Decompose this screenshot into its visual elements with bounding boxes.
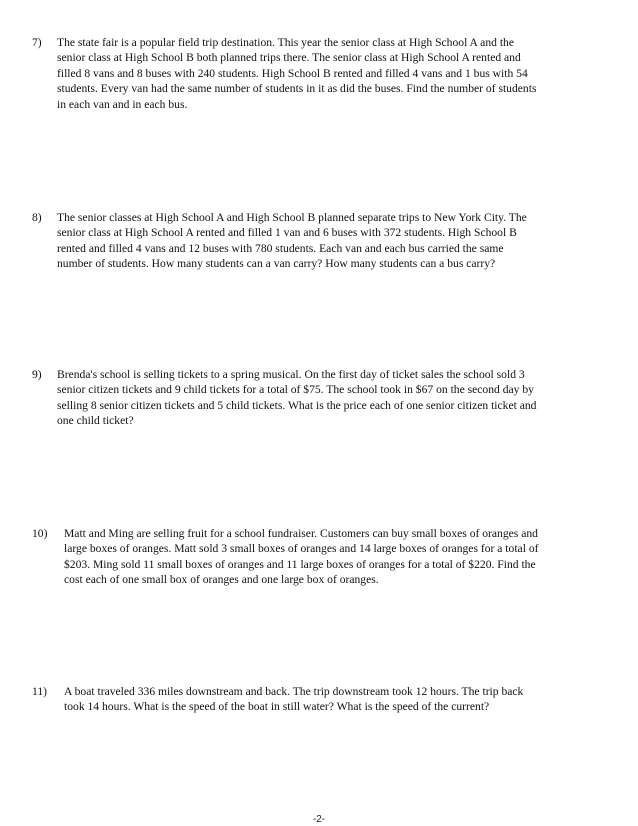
- problem-7: [32, 35, 592, 112]
- problem-line: one child ticket?: [57, 414, 134, 428]
- problem-line: Brenda's school is selling tickets to a spring musical. On the first day of ticket sales the school sold 3: [57, 368, 525, 381]
- problem-line: senior citizen tickets and 9 child tickets for a total of $75. The school took in $67 on the second day by: [57, 383, 534, 397]
- problem-11: [32, 684, 592, 715]
- problem-line: Matt and Ming are selling fruit for a school fundraiser. Customers can buy small boxes of oranges and: [64, 527, 538, 540]
- problem-line: number of students. How many students can a van carry? How many students can a bus carry?: [57, 257, 496, 271]
- problem-number: 8): [32, 211, 42, 224]
- problem-number: 7): [32, 36, 42, 49]
- problem-line: A boat traveled 336 miles downstream and back. The trip downstream took 12 hours. The trip back: [64, 685, 524, 698]
- problem-line: The state fair is a popular field trip destination. This year the senior class at High School A and the: [57, 36, 514, 49]
- problem-text: [32, 210, 592, 272]
- problem-number: 10): [32, 527, 48, 540]
- page-number: -2-: [312, 814, 326, 825]
- problem-line: took 14 hours. What is the speed of the boat in still water? What is the speed of the current?: [64, 700, 490, 714]
- problem-line: senior class at High School A rented and filled 1 van and 6 buses with 372 students. High School B: [57, 226, 517, 240]
- problem-line: large boxes of oranges. Matt sold 3 small boxes of oranges and 14 large boxes of oranges for a total of: [64, 542, 539, 556]
- problem-text: [32, 35, 592, 112]
- problem-line: cost each of one small box of oranges and one large box of oranges.: [64, 573, 379, 587]
- problem-line: in each van and in each bus.: [57, 97, 188, 111]
- problem-number: 9): [32, 368, 42, 381]
- problem-text: [32, 684, 592, 715]
- problem-line: rented and filled 4 vans and 12 buses with 780 students. Each van and each bus carried the same: [57, 241, 504, 255]
- problem-10: [32, 526, 592, 588]
- problem-line: senior class at High School B both planned trips there. The senior class at High School A rented and: [57, 51, 521, 65]
- problem-line: $203. Ming sold 11 small boxes of oranges and 11 large boxes of oranges for a total of $220. Find the: [64, 557, 536, 571]
- problem-number: 11): [32, 685, 48, 698]
- problem-line: selling 8 senior citizen tickets and 5 child tickets. What is the price each of one senior citizen ticket and: [57, 398, 537, 412]
- problem-9: [32, 367, 592, 429]
- problem-text: [32, 367, 592, 429]
- problem-line: filled 8 vans and 8 buses with 240 students. High School B rented and filled 4 vans and 1 bus with 54: [57, 66, 528, 80]
- problem-text: [32, 526, 592, 588]
- problem-line: students. Every van had the same number of students in it as did the buses. Find the number of students: [57, 82, 537, 96]
- problem-line: The senior classes at High School A and High School B planned separate trips to New York City. The: [57, 211, 527, 224]
- problem-8: [32, 210, 592, 272]
